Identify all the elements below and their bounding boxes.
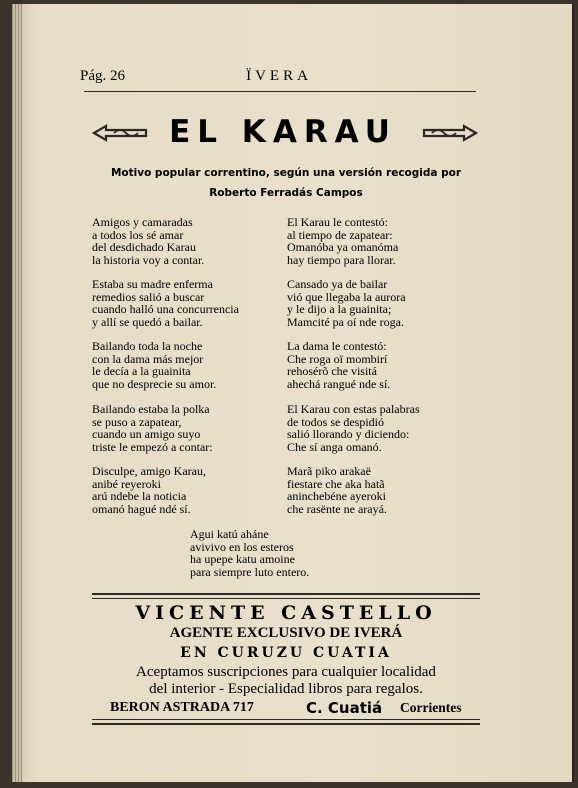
verse-line: cuando halló una concurrencia [92, 302, 239, 317]
verse-line: y le dijo a la guainita; [287, 302, 392, 317]
stanza [287, 465, 387, 515]
stanza [287, 340, 390, 390]
verse-line: le decía a la guainita [92, 364, 191, 379]
title-block [82, 112, 484, 154]
verse-line: que no desprecie su amor. [92, 376, 217, 391]
ad-subscription-line: Aceptamos suscripciones para cualquier localidad [136, 664, 436, 680]
poem-title: EL KARAU [169, 114, 397, 150]
verse-line: La dama le contestó: [287, 339, 387, 353]
stanza [92, 403, 213, 453]
verse-line: Omanóba ya omanóma [287, 240, 399, 255]
stanza [92, 340, 216, 390]
verse-line: ha upepe katu amoine [190, 552, 295, 567]
journal-name: ÏVERA [246, 68, 312, 84]
ad-city: C. Cuatiá [306, 699, 383, 717]
final-stanza [190, 528, 309, 578]
verse-line: del desdichado Karau [92, 240, 196, 255]
verse-line: Bailando estaba la polka [92, 402, 210, 416]
ad-street-address: BERON ASTRADA 717 [110, 700, 254, 715]
verse-line: la historia voy a contar. [92, 252, 205, 267]
ad-province: Corrientes [400, 700, 462, 715]
verse-line: remedios salió a buscar [92, 289, 205, 304]
stanza [287, 278, 406, 328]
verse-line: salió llorando y diciendo: [287, 427, 410, 442]
verse-line: El Karau con estas palabras [287, 402, 420, 416]
verse-line: con la dama más mejor [92, 351, 204, 366]
verse-line: El Karau le contestó: [287, 215, 388, 229]
verse-line: Agui katú aháne [190, 527, 269, 541]
ad-agent-line: AGENTE EXCLUSIVO DE IVERÁ [169, 625, 403, 641]
verse-line: che rasënte ne arayá. [287, 501, 387, 516]
verse-line: se puso a zapatear, [92, 414, 182, 429]
ad-merchant-name: VICENTE CASTELLO [135, 602, 437, 624]
verse-line: ahechá rangué nde sí. [287, 376, 391, 391]
page-edge [12, 4, 22, 782]
verse-line: aninchebéne ayeroki [287, 489, 386, 504]
verse-line: Marã piko arakaë [287, 464, 371, 478]
verse-line: cuando un amigo suyo [92, 427, 201, 442]
verse-line: omanó hagué ndé sí. [92, 501, 191, 516]
ad-location: EN CURUZU CUATIA [180, 645, 392, 661]
stanza [92, 278, 239, 328]
page-number: Pág. 26 [80, 68, 125, 84]
verse-line: al tiempo de zapatear: [287, 227, 393, 242]
ad-specialty-line: del interior - Especialidad libros para regalos. [149, 681, 423, 697]
verse-line: y allí se quedó a bailar. [92, 314, 203, 329]
stanza [92, 216, 204, 266]
verse-line: Mamcité pa oí nde roga. [287, 314, 404, 329]
verse-line: anibé reyeroki [92, 476, 161, 491]
verse-line: Bailando toda la noche [92, 339, 203, 353]
stanza [287, 216, 398, 266]
verse-line: arú ndebe la noticia [92, 489, 187, 504]
verse-line: Estaba su madre enferma [92, 277, 213, 291]
verse-line: triste le empezó a contar: [92, 439, 213, 454]
verse-line: de todos se despidió [287, 414, 384, 429]
stanza [287, 403, 420, 453]
stanza [92, 465, 206, 515]
verse-line: avivivo en los esteros [190, 539, 294, 554]
verse-line: fiestare che aka hatã [287, 476, 385, 491]
right-arrow-ornament [422, 122, 478, 144]
subtitle-author: Roberto Ferradás Campos [209, 187, 363, 199]
verse-line: Che roga oï mombirí [287, 351, 388, 366]
verse-line: Che sí anga omanó. [287, 439, 382, 454]
verse-line: vió que llegaba la aurora [287, 289, 406, 304]
advertisement-box [92, 593, 480, 725]
page-header [80, 68, 478, 88]
verse-line: para siempre luto entero. [190, 564, 310, 579]
subtitle-line-1: Motivo popular correntino, según una versión recogida por [110, 167, 462, 179]
verse-line: Amigos y camaradas [92, 215, 193, 229]
header-rule [84, 91, 476, 92]
verse-line: rehosérõ che visitá [287, 364, 377, 379]
verse-line: a todos los sé amar [92, 227, 184, 242]
verse-line: hay tiempo para llorar. [287, 252, 396, 267]
verse-line: Cansado ya de bailar [287, 277, 388, 291]
verse-line: Disculpe, amigo Karau, [92, 464, 206, 478]
